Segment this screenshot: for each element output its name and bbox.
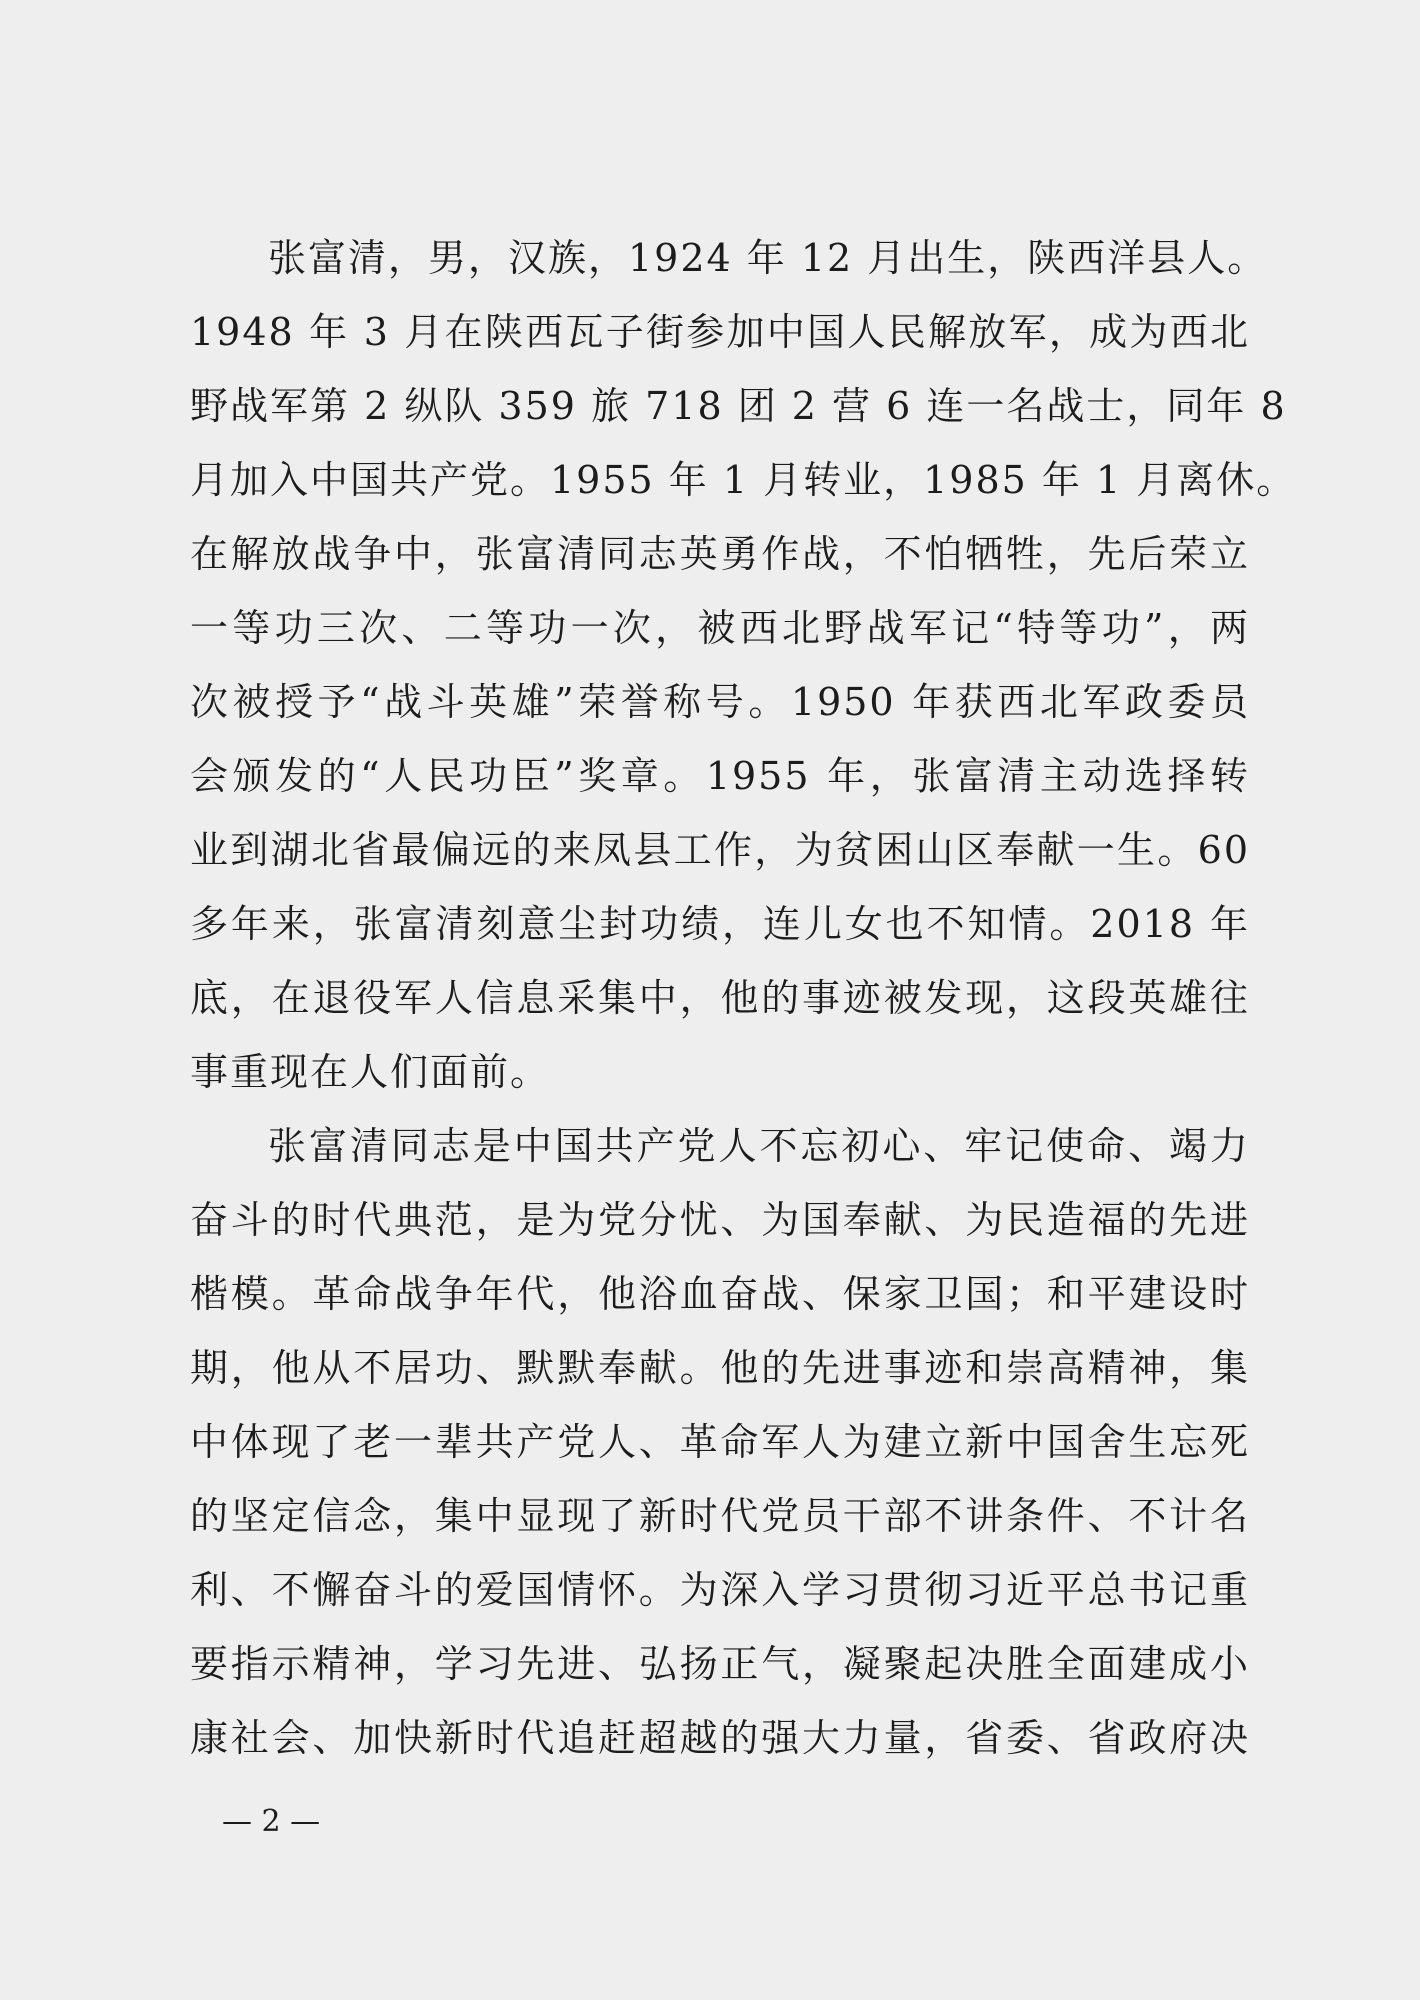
paragraph-1-line-7: 次被授予“战斗英雄”荣誉称号。1950 年获西北军政委员 (190, 680, 1250, 724)
paragraph-1-line-3: 野战军第 2 纵队 359 旅 718 团 2 营 6 连一名战士，同年 8 (190, 384, 1287, 428)
paragraph-2-line-1: 张富清同志是中国共产党人不忘初心、牢记使命、竭力 (268, 1124, 1250, 1168)
paragraph-2-line-2: 奋斗的时代典范，是为党分忧、为国奉献、为民造福的先进 (190, 1198, 1250, 1242)
paragraph-2-line-7: 利、不懈奋斗的爱国情怀。为深入学习贯彻习近平总书记重 (190, 1568, 1250, 1612)
paragraph-1-line-10: 多年来，张富清刻意尘封功绩，连儿女也不知情。2018 年 (190, 902, 1250, 946)
paragraph-2-line-4: 期，他从不居功、默默奉献。他的先进事迹和崇高精神，集 (190, 1346, 1250, 1390)
page-number: — 2 — (222, 1804, 321, 1839)
paragraph-1-line-12: 事重现在人们面前。 (190, 1050, 551, 1094)
paragraph-1-line-2: 1948 年 3 月在陕西瓦子街参加中国人民解放军，成为西北 (190, 310, 1250, 354)
paragraph-2-line-6: 的坚定信念，集中显现了新时代党员干部不讲条件、不计名 (190, 1494, 1250, 1538)
paragraph-2-line-8: 要指示精神，学习先进、弘扬正气，凝聚起决胜全面建成小 (190, 1642, 1250, 1686)
paragraph-2-line-5: 中体现了老一辈共产党人、革命军人为建立新中国舍生忘死 (190, 1420, 1250, 1464)
paragraph-1-line-6: 一等功三次、二等功一次，被西北野战军记“特等功”，两 (190, 606, 1250, 650)
paragraph-1-line-5: 在解放战争中，张富清同志英勇作战，不怕牺牲，先后荣立 (190, 532, 1250, 576)
paragraph-1-line-4: 月加入中国共产党。1955 年 1 月转业，1985 年 1 月离休。 (190, 458, 1297, 502)
paragraph-2-line-3: 楷模。革命战争年代，他浴血奋战、保家卫国；和平建设时 (190, 1272, 1250, 1316)
paragraph-2-line-9: 康社会、加快新时代追赶超越的强大力量，省委、省政府决 (190, 1716, 1250, 1760)
paragraph-1-line-8: 会颁发的“人民功臣”奖章。1955 年，张富清主动选择转 (190, 754, 1250, 798)
paragraph-1-line-9: 业到湖北省最偏远的来凤县工作，为贫困山区奉献一生。60 (190, 828, 1250, 872)
paragraph-1-line-11: 底，在退役军人信息采集中，他的事迹被发现，这段英雄往 (190, 976, 1250, 1020)
paragraph-1-line-1: 张富清，男，汉族，1924 年 12 月出生，陕西洋县人。 (268, 236, 1268, 280)
